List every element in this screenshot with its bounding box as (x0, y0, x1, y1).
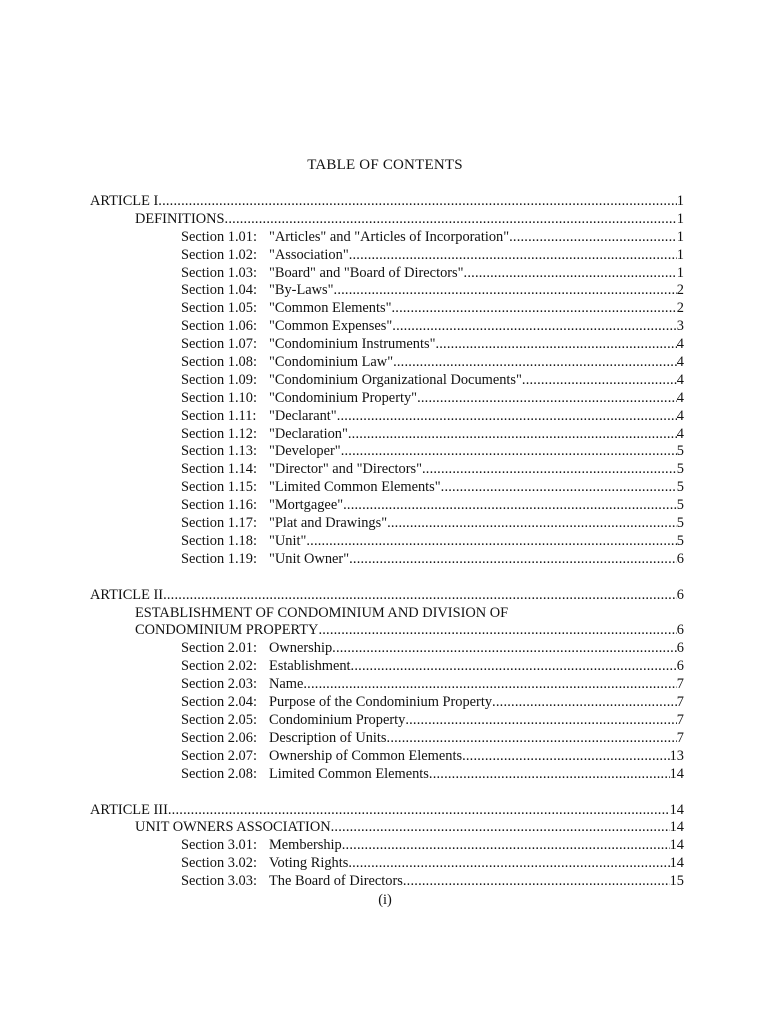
toc-section-number: Section 1.02: (181, 246, 257, 263)
toc-page-number: 6 (676, 658, 684, 675)
toc-section-entry[interactable] (90, 336, 684, 354)
toc-section-title: "Unit Owner" (269, 550, 350, 567)
toc-article-label: ARTICLE III (90, 801, 168, 818)
toc-section-number: Section 2.07: (181, 747, 257, 764)
toc-section-number: Section 1.09: (181, 371, 257, 388)
toc-section-number: Section 3.02: (181, 855, 257, 872)
toc-article-2-sections (90, 640, 684, 783)
toc-page-number: 2 (676, 300, 684, 317)
dot-leader (348, 855, 669, 873)
dot-leader (417, 390, 677, 408)
dot-leader (429, 766, 670, 784)
toc-section-title: Limited Common Elements (269, 765, 429, 782)
dot-leader (163, 587, 677, 605)
toc-section-title: Condominium Property (269, 711, 406, 728)
toc-section-title: "Developer" (269, 443, 341, 460)
dot-leader (318, 622, 676, 640)
toc-section-entry[interactable] (90, 479, 684, 497)
toc-section-title: Membership (269, 837, 342, 854)
toc-section-number: Section 1.16: (181, 497, 257, 514)
toc-article-label: ARTICLE I (90, 193, 159, 209)
toc-page-number: 1 (676, 264, 684, 281)
toc-section-number: Section 1.05: (181, 300, 257, 317)
toc-page-number: 14 (669, 855, 684, 872)
dot-leader (225, 211, 677, 229)
toc-section-title: "By-Laws" (269, 282, 334, 299)
toc-page-number: 6 (676, 586, 684, 603)
toc-section-entry[interactable] (90, 497, 684, 515)
toc-page-number: 6 (676, 640, 684, 657)
toc-article-3[interactable] (90, 802, 684, 820)
toc-section-number: Section 1.08: (181, 354, 257, 371)
toc-section-entry[interactable] (90, 533, 684, 551)
toc-section-number: Section 1.01: (181, 228, 257, 245)
toc-section-entry[interactable] (90, 426, 684, 444)
toc-page-number: 6 (676, 622, 684, 639)
dot-leader (349, 551, 677, 569)
dot-leader (158, 193, 677, 211)
toc-section-entry[interactable] (90, 551, 684, 569)
toc-heading-unit-owners-association[interactable] (90, 819, 684, 837)
toc-section-title: "Declaration" (269, 425, 348, 442)
toc-page-number: 4 (676, 389, 684, 406)
toc-section-title: "Limited Common Elements" (269, 479, 441, 496)
toc-page-number: 14 (669, 837, 684, 854)
toc-page-number: 4 (676, 336, 684, 353)
toc-section-number: Section 1.10: (181, 389, 257, 406)
toc-page-number: 7 (676, 729, 684, 746)
toc-page-number: 7 (676, 676, 684, 693)
toc-heading-definitions[interactable] (90, 211, 684, 229)
toc-section-title: Name (269, 676, 304, 693)
toc-page-number: 5 (676, 497, 684, 514)
dot-leader (332, 640, 677, 658)
toc-section-entry[interactable] (90, 730, 684, 748)
toc-section-title: "Condominium Organizational Documents" (269, 371, 522, 388)
dot-leader (393, 354, 677, 372)
toc-section-number: Section 1.07: (181, 336, 257, 353)
dot-leader (306, 533, 676, 551)
page-footer-number: (i) (378, 892, 392, 908)
dot-leader (441, 479, 677, 497)
toc-section-number: Section 3.03: (181, 873, 257, 890)
toc-page-number: 2 (676, 282, 684, 299)
toc-page-number: 3 (676, 318, 684, 335)
toc-section-entry[interactable] (90, 300, 684, 318)
toc-page-number: 1 (676, 228, 684, 245)
table-of-contents (90, 193, 684, 891)
toc-section-title: "Director" and "Directors" (269, 461, 422, 478)
dot-leader (509, 229, 677, 247)
toc-section-number: Section 1.13: (181, 443, 257, 460)
toc-page-number: 1 (676, 210, 684, 227)
toc-page-number: 15 (669, 873, 684, 890)
toc-page-number: 4 (676, 407, 684, 424)
toc-section-number: Section 2.03: (181, 676, 257, 693)
toc-section-title: Voting Rights (269, 855, 349, 872)
dot-leader (405, 712, 676, 730)
toc-section-entry[interactable] (90, 282, 684, 300)
toc-section-number: Section 2.02: (181, 658, 257, 675)
toc-page-number: 5 (676, 461, 684, 478)
toc-section-number: Section 1.18: (181, 532, 257, 549)
dot-leader (168, 802, 670, 820)
toc-section-number: Section 3.01: (181, 837, 257, 854)
dot-leader (462, 748, 670, 766)
toc-heading-establishment-line2[interactable] (90, 622, 684, 640)
toc-page-number: 1 (676, 193, 684, 209)
toc-article-2[interactable] (90, 587, 684, 605)
dot-leader (343, 497, 677, 515)
toc-article-3-sections (90, 837, 684, 891)
toc-section-entry[interactable] (90, 694, 684, 712)
toc-article-1-sections (90, 229, 684, 569)
toc-section-entry[interactable] (90, 873, 684, 891)
toc-section-entry[interactable] (90, 229, 684, 247)
toc-page-number: 14 (669, 801, 684, 818)
toc-section-entry[interactable] (90, 748, 684, 766)
dot-leader (435, 336, 676, 354)
toc-section-entry[interactable] (90, 676, 684, 694)
toc-section-entry[interactable] (90, 372, 684, 390)
toc-section-title: "Unit" (269, 532, 307, 549)
toc-section-number: Section 1.04: (181, 282, 257, 299)
toc-page-number: 1 (676, 246, 684, 263)
toc-section-title: Purpose of the Condominium Property (269, 694, 493, 711)
toc-section-entry[interactable] (90, 855, 684, 873)
toc-section-title: The Board of Directors (269, 873, 403, 890)
toc-section-title: "Declarant" (269, 407, 337, 424)
toc-section-title: "Articles" and "Articles of Incorporation" (269, 228, 510, 245)
toc-heading-label: CONDOMINIUM PROPERTY (135, 622, 319, 639)
toc-section-entry[interactable] (90, 712, 684, 730)
toc-section-entry[interactable] (90, 658, 684, 676)
toc-section-entry[interactable] (90, 408, 684, 426)
toc-section-title: "Common Elements" (269, 300, 392, 317)
toc-article-label: ARTICLE II (90, 586, 164, 603)
toc-page-number: 5 (676, 515, 684, 532)
dot-leader (334, 282, 677, 300)
dot-leader (492, 694, 677, 712)
toc-section-title: "Condominium Law" (269, 354, 394, 371)
toc-section-title: "Association" (269, 246, 349, 263)
toc-section-title: "Condominium Property" (269, 389, 418, 406)
dot-leader (342, 837, 670, 855)
toc-title: TABLE OF CONTENTS (307, 157, 463, 173)
toc-section-title: "Condominium Instruments" (269, 336, 436, 353)
toc-section-number: Section 1.06: (181, 318, 257, 335)
toc-page-number: 13 (669, 747, 684, 764)
toc-page-number: 5 (676, 479, 684, 496)
toc-heading-label: UNIT OWNERS ASSOCIATION (135, 819, 331, 836)
toc-page-number: 5 (676, 532, 684, 549)
toc-section-entry[interactable] (90, 461, 684, 479)
toc-page-number: 14 (669, 765, 684, 782)
toc-section-entry[interactable] (90, 265, 684, 283)
toc-section-number: Section 1.17: (181, 515, 257, 532)
dot-leader (349, 247, 677, 265)
toc-page-number: 14 (669, 819, 684, 836)
toc-section-number: Section 1.19: (181, 550, 257, 567)
dot-leader (337, 408, 677, 426)
toc-section-entry[interactable] (90, 640, 684, 658)
toc-section-entry[interactable] (90, 443, 684, 461)
toc-heading-establishment-line1[interactable]: ESTABLISHMENT OF CONDOMINIUM AND DIVISION OF (135, 604, 509, 621)
dot-leader (341, 443, 677, 461)
dot-leader (348, 426, 677, 444)
toc-section-number: Section 1.11: (181, 407, 257, 424)
dot-leader (331, 819, 670, 837)
toc-heading-label: DEFINITIONS (135, 210, 225, 227)
toc-page-number: 5 (676, 443, 684, 460)
toc-section-title: Ownership of Common Elements (269, 747, 463, 764)
toc-section-entry[interactable] (90, 354, 684, 372)
toc-section-entry[interactable] (90, 318, 684, 336)
toc-page-number: 4 (676, 354, 684, 371)
toc-section-title: Establishment (269, 658, 351, 675)
dot-leader (464, 265, 677, 283)
toc-section-title: Description of Units (269, 729, 387, 746)
dot-leader (392, 318, 677, 336)
toc-page-number: 7 (676, 694, 684, 711)
toc-section-number: Section 1.12: (181, 425, 257, 442)
toc-section-entry[interactable] (90, 515, 684, 533)
toc-section-entry[interactable] (90, 247, 684, 265)
dot-leader (387, 730, 677, 748)
toc-section-number: Section 1.14: (181, 461, 257, 478)
toc-section-number: Section 2.04: (181, 694, 257, 711)
toc-section-number: Section 1.03: (181, 264, 257, 281)
toc-section-entry[interactable] (90, 766, 684, 784)
toc-section-number: Section 2.05: (181, 711, 257, 728)
toc-page-number: 4 (676, 425, 684, 442)
dot-leader (522, 372, 677, 390)
dot-leader (303, 676, 676, 694)
toc-section-entry[interactable] (90, 390, 684, 408)
dot-leader (422, 461, 677, 479)
toc-page-number: 6 (676, 550, 684, 567)
toc-page-number: 7 (676, 711, 684, 728)
dot-leader (391, 300, 676, 318)
toc-article-1[interactable] (90, 193, 684, 211)
toc-section-title: "Mortgagee" (269, 497, 344, 514)
dot-leader (351, 658, 677, 676)
toc-section-number: Section 2.06: (181, 729, 257, 746)
toc-section-title: "Plat and Drawings" (269, 515, 388, 532)
toc-page-number: 4 (676, 371, 684, 388)
toc-section-number: Section 2.08: (181, 765, 257, 782)
toc-section-number: Section 1.15: (181, 479, 257, 496)
dot-leader (403, 873, 670, 891)
dot-leader (387, 515, 677, 533)
toc-section-title: "Board" and "Board of Directors" (269, 264, 464, 281)
toc-section-number: Section 2.01: (181, 640, 257, 657)
toc-section-entry[interactable] (90, 837, 684, 855)
toc-section-title: "Common Expenses" (269, 318, 393, 335)
toc-section-title: Ownership (269, 640, 333, 657)
